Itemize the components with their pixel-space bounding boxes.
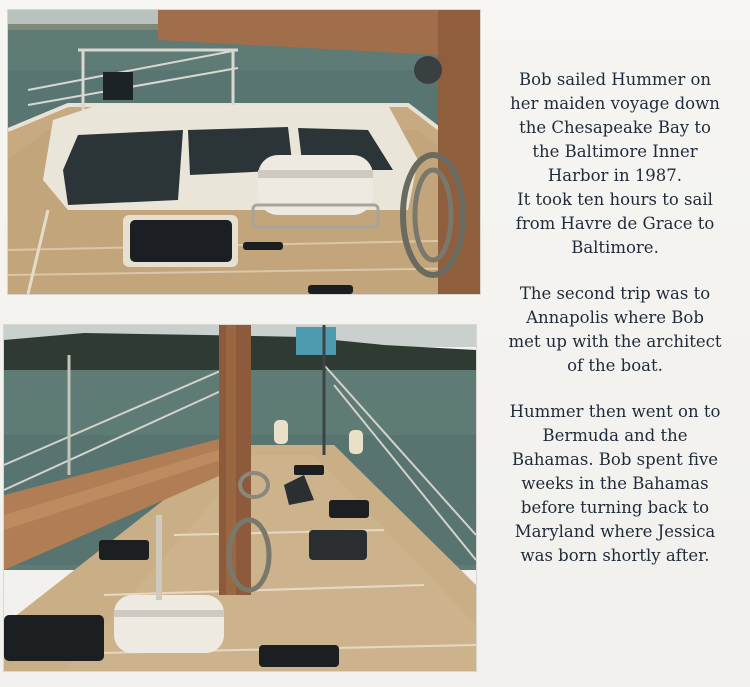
caption-line: It took ten hours to sail	[517, 190, 713, 209]
boat-deck-illustration	[8, 10, 480, 294]
caption-line: Annapolis where Bob	[526, 308, 704, 327]
caption-paragraph-annapolis	[490, 282, 740, 378]
caption-line: was born shortly after.	[520, 546, 710, 565]
caption-column	[490, 68, 740, 590]
caption-line: The second trip was to	[519, 284, 711, 303]
caption-line: Bahamas. Bob spent five	[511, 450, 719, 469]
caption-line: her maiden voyage down	[510, 94, 720, 113]
caption-paragraph-maiden-voyage	[490, 68, 740, 260]
caption-line: Maryland where Jessica	[514, 522, 716, 541]
caption-line: the Chesapeake Bay to	[519, 118, 711, 137]
caption-line: Bob sailed Hummer on	[518, 70, 712, 89]
caption-line: from Havre de Grace to	[515, 214, 715, 233]
caption-line: of the boat.	[567, 356, 663, 375]
photo-sailboat-deck-forward	[8, 10, 480, 294]
caption-line: Baltimore.	[571, 238, 659, 257]
caption-paragraph-bermuda-bahamas	[490, 400, 740, 568]
caption-line: Harbor in 1987.	[547, 166, 683, 185]
caption-line: weeks in the Bahamas	[521, 474, 709, 493]
caption-line: Hummer then went on to	[509, 402, 721, 421]
caption-line: met up with the architect	[508, 332, 722, 351]
caption-line: the Baltimore Inner	[532, 142, 698, 161]
caption-line: Bermuda and the	[542, 426, 688, 445]
photo-sailboat-deck-anchor	[4, 325, 476, 671]
caption-line: before turning back to	[520, 498, 710, 517]
boat-deck-illustration	[4, 325, 476, 671]
